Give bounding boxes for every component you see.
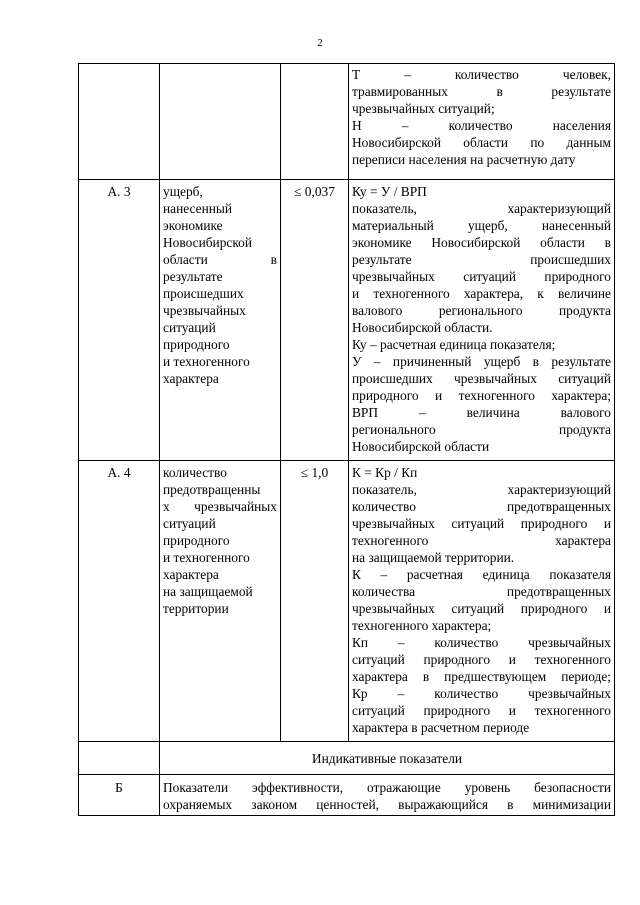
description-line: Ку – расчетная единица показателя; — [352, 337, 556, 352]
name-line: Новосибирской — [163, 235, 253, 250]
code-cell — [79, 742, 160, 775]
name-line: происшедших — [163, 286, 244, 301]
description-line: ситуаций природного и техногенного — [352, 703, 611, 718]
name-line: природного — [163, 337, 230, 352]
description-line: валового регионального продукта — [352, 303, 611, 318]
description-line: характера в расчетном периоде — [352, 720, 530, 735]
description-line: травмированных в результате — [352, 84, 611, 99]
description-line: чрезвычайных ситуаций природного — [352, 269, 611, 284]
name-line: характера — [163, 371, 219, 386]
name-line: предотвращенны — [163, 482, 261, 497]
description-line: ВРП – величина валового — [352, 405, 611, 420]
table-row — [79, 461, 615, 742]
code-cell: А. 4 — [79, 461, 160, 742]
description-line: чрезвычайных ситуаций природного и — [352, 516, 611, 531]
description-line: У – причиненный ущерб в результате — [352, 354, 611, 369]
description-line: характера в предшествующем периоде; — [352, 669, 611, 684]
description-line: Кп – количество чрезвычайных — [352, 635, 611, 650]
description-line: охраняемых законом ценностей, выражающийся в минимизации — [163, 797, 611, 812]
name-line: результате — [163, 269, 223, 284]
description-line: техногенного характера — [352, 533, 611, 548]
name-line: области в — [163, 252, 277, 267]
section-title: Индикативные показатели — [160, 742, 615, 775]
name-cell — [160, 180, 281, 461]
value-cell: ≤ 1,0 — [281, 461, 349, 742]
description-line: материальный ущерб, нанесенный — [352, 218, 611, 233]
table-row — [79, 775, 615, 816]
section-row — [79, 742, 615, 775]
value-cell — [281, 64, 349, 180]
description-line: показатель, характеризующий — [352, 482, 611, 497]
description-cell — [349, 64, 615, 180]
name-line: и техногенного — [163, 550, 250, 565]
value-cell: ≤ 0,037 — [281, 180, 349, 461]
description-line: Новосибирской области по данным — [352, 135, 611, 150]
name-line: ситуаций — [163, 516, 216, 531]
table-row — [79, 64, 615, 180]
description-line: экономике Новосибирской области в — [352, 235, 611, 250]
description-line: показатель, характеризующий — [352, 201, 611, 216]
code-cell: А. 3 — [79, 180, 160, 461]
page-number: 2 — [317, 37, 323, 49]
description-line: К – расчетная единица показателя — [352, 567, 611, 582]
description-line: чрезвычайных ситуаций; — [352, 101, 495, 116]
description-line: Т – количество человек, — [352, 67, 611, 82]
name-line: территории — [163, 601, 229, 616]
name-line: х чрезвычайных — [163, 499, 277, 514]
name-cell — [160, 461, 281, 742]
code-cell: Б — [79, 775, 160, 816]
name-line: чрезвычайных — [163, 303, 246, 318]
name-line: ущерб, — [163, 184, 203, 199]
description-line: результате происшедших — [352, 252, 611, 267]
description-line: Показатели эффективности, отражающие уровень безопасности — [163, 780, 611, 795]
name-cell — [160, 64, 281, 180]
description-line: и техногенного характера, к величине — [352, 286, 611, 301]
table-row — [79, 180, 615, 461]
name-line: и техногенного — [163, 354, 250, 369]
name-line: на защищаемой — [163, 584, 253, 599]
description-line: Новосибирской области — [352, 439, 490, 454]
description-line: на защищаемой территории. — [352, 550, 515, 565]
name-line: количество — [163, 465, 227, 480]
description-line: ситуаций природного и техногенного — [352, 652, 611, 667]
description-line: Новосибирской области. — [352, 320, 493, 335]
description-line: количество предотвращенных — [352, 499, 611, 514]
description-line: происшедших чрезвычайных ситуаций — [352, 371, 611, 386]
description-line: количества предотвращенных — [352, 584, 611, 599]
description-line: переписи населения на расчетную дату — [352, 152, 576, 167]
description-line: Н – количество населения — [352, 118, 611, 133]
name-line: экономике — [163, 218, 223, 233]
name-line: ситуаций — [163, 320, 216, 335]
name-line: характера — [163, 567, 219, 582]
description-line: регионального продукта — [352, 422, 611, 437]
description-cell — [349, 180, 615, 461]
description-line: Кр – количество чрезвычайных — [352, 686, 611, 701]
code-cell — [79, 64, 160, 180]
description-cell — [349, 461, 615, 742]
description-line: природного и техногенного характера; — [352, 388, 611, 403]
name-line: нанесенный — [163, 201, 233, 216]
indicators-table — [78, 63, 615, 816]
description-line: чрезвычайных ситуаций природного и — [352, 601, 611, 616]
name-line: природного — [163, 533, 230, 548]
description-line: техногенного характера; — [352, 618, 492, 633]
formula-line: Ку = У / ВРП — [352, 184, 427, 199]
formula-line: К = Кр / Кп — [352, 465, 418, 480]
description-cell — [160, 775, 615, 816]
